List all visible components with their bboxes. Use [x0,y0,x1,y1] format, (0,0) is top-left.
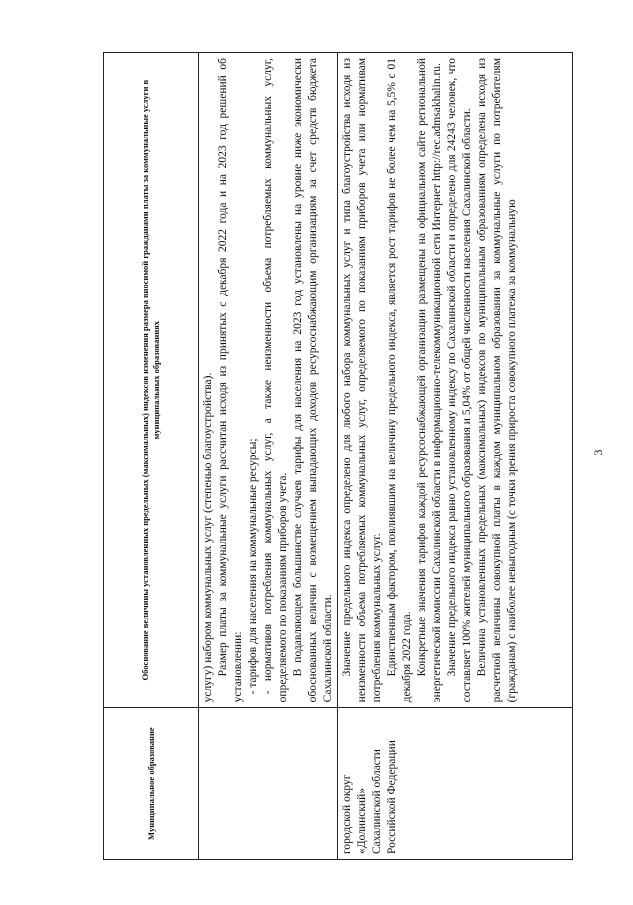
paragraph: Значение предельного индекса равно установленному индексу по Сахалинской области и определено для 24243 человек, что составляет 100% жителей муниципального образования и 5,04% от общей численности населения Сахалинской области. [446,58,473,703]
paragraph: услугу) набором коммунальных услуг (степенью благоустройства). [202,372,214,703]
paragraph: - нормативов потребления коммунальных услуг, а также неизменности объема потребляемых коммунальных услуг, определяемого по показаниям приборов учета. [261,58,289,703]
paragraph: Конкретные значения тарифов каждой ресурсоснабжающей организации размещены на официальном сайте региональной энергетической комиссии Сахалинской области в информационно-телекоммуникационной сети Интернет http://rec.admsakhalin.ru. [416,58,444,703]
paragraph: В подавляющем большинстве случаев тарифы для населения на 2023 год установлены на уровне ниже экономически обоснованных величин с возмещением выпадающих доходов ресурсоснабжающим организациям за счет средств бюджета Сахалинской области. [291,58,334,703]
cell-justification-dolinsk [338,53,573,708]
paragraph: Величина установленных предельных (максимальных) индексов по муниципальным образованиям определена исходя из расчетной величины совокупной платы в каждом муниципальном образовании за коммунальные услуги по потребителям (гражданам) с наиболее невыгодным (с точки зрения прироста совокупного платежа за коммунальную [475,58,518,703]
municipality-name-line: Сахалинской области [371,749,384,854]
table-row-continuation [199,53,338,860]
paragraph: - тарифов для населения на коммунальные ресурсы; [246,438,259,695]
cell-municipality-empty [199,708,338,860]
municipality-name-line: «Долинский» [356,788,369,854]
municipality-name-line: городской округ [341,774,354,854]
cell-municipality-dolinsk [338,708,573,860]
header-justification: Обоснование величины установленных предельных (максимальных) индексов изменения размера вносимой гражданами платы за коммунальные услуги в муниципальных образованиях [104,53,199,708]
paragraph: Значение предельного индекса определено для любого набора коммунальных услуг и типа благоустройства исходя из неизменности объема потребляемых коммунальных услуг, определяемого по показаниям приборов учета или нормативам потребления коммунальных услуг. [341,58,384,703]
paragraph: Единственным фактором, повлиявшим на величину предельного индекса, является рост тарифов не более чем на 5,5% с 01 декабря 2022 года. [386,58,414,703]
municipality-name-line: Российской Федерации [386,740,399,854]
page-number: 3 [591,449,605,456]
index-justification-table [103,52,573,860]
table-header-row [104,53,199,860]
header-municipality: Муниципальное образование [104,708,199,860]
paragraph: Размер платы за коммунальные услуги рассчитан исходя из принятых с декабря 2022 года и на 2023 год решений об установлении: [216,58,244,703]
cell-justification-continuation [199,53,338,708]
table-row-dolinsk [338,53,573,860]
